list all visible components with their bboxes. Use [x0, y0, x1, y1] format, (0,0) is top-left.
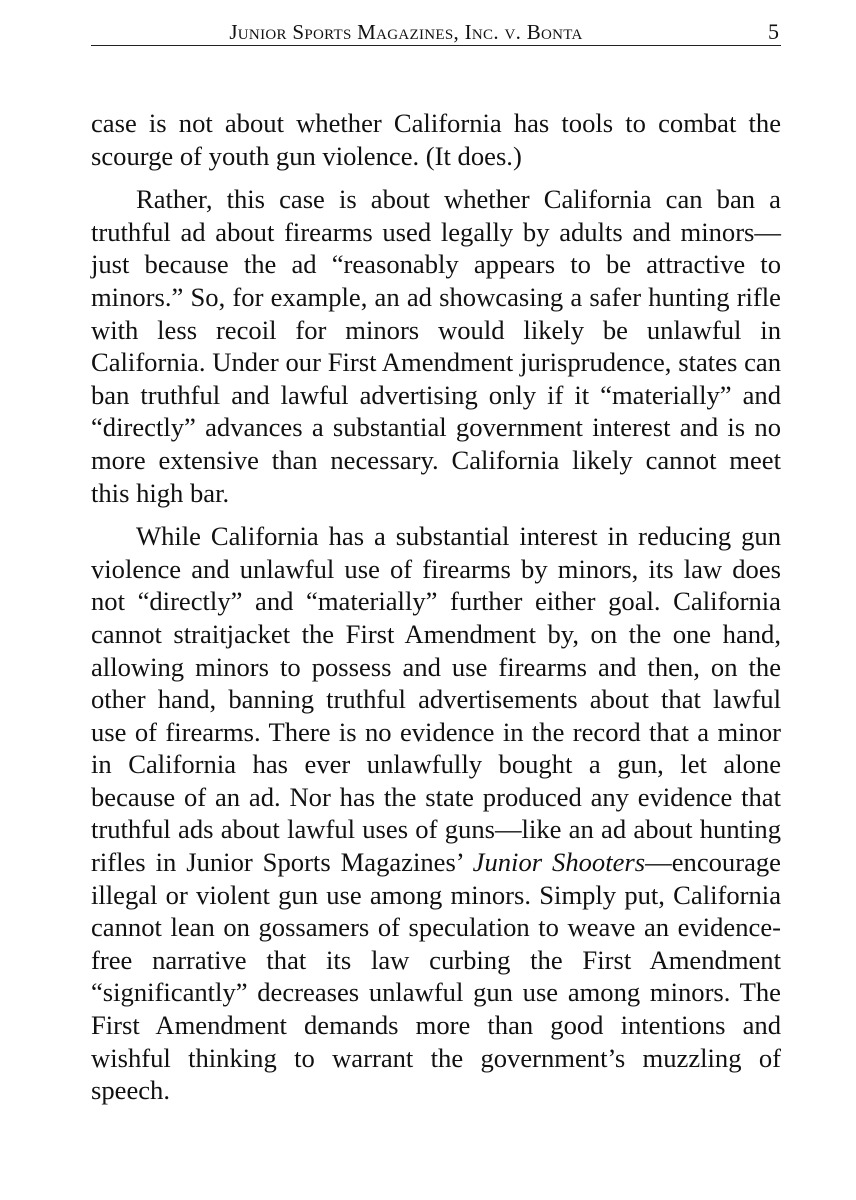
opinion-body: [91, 107, 781, 1107]
publication-title: Junior Shooters: [472, 847, 646, 878]
paragraph-text: Rather, this case is about whether California can ban a truthful ad about firearms used legally by adults and minors—just because the ad “reasonably appears to be attractive to minors.” So, for example, an ad showcasing a safer hunting rifle with less recoil for minors would likely be unlawful in California. Under our First Amendment jurisprudence, states can ban truthful and lawful advertising only if it “materially” and “directly” advances a substantial government interest and is no more extensive than necessary. California likely cannot meet this high bar.: [91, 184, 781, 508]
opinion-page: [91, 0, 781, 1107]
paragraph-continued: [91, 107, 781, 172]
paragraph-advertising-ban: [91, 183, 781, 509]
paragraph-text: case is not about whether California has tools to combat the scourge of youth gun violence. (It does.): [91, 108, 781, 171]
paragraph-state-interest: [91, 520, 781, 1107]
case-caption: Junior Sports Magazines, Inc. v. Bonta: [229, 20, 583, 44]
paragraph-text-after-italic: —encourage illegal or violent gun use among minors. Simply put, California cannot lean on gossamers of speculation to weave an evidence-free narrative that its law curbing the First Amendment “significantly” decreases unlawful gun use among minors. The First Amendment demands more than good intentions and wishful thinking to warrant the government’s muzzling of speech.: [91, 847, 781, 1106]
paragraph-text-before-italic: While California has a substantial interest in reducing gun violence and unlawful use of firearms by minors, its law does not “directly” and “materially” further either goal. California cannot straitjacket the First Amendment by, on the one hand, allowing minors to possess and use firearms and then, on the other hand, banning truthful advertisements about that lawful use of firearms. There is no evidence in the record that a minor in California has ever unlawfully bought a gun, let alone because of an ad. Nor has the state produced any evidence that truthful ads about lawful uses of guns—like an ad about hunting rifles in Junior Sports Magazines’: [91, 521, 781, 878]
page-number: 5: [768, 19, 779, 44]
running-header: [91, 0, 781, 46]
